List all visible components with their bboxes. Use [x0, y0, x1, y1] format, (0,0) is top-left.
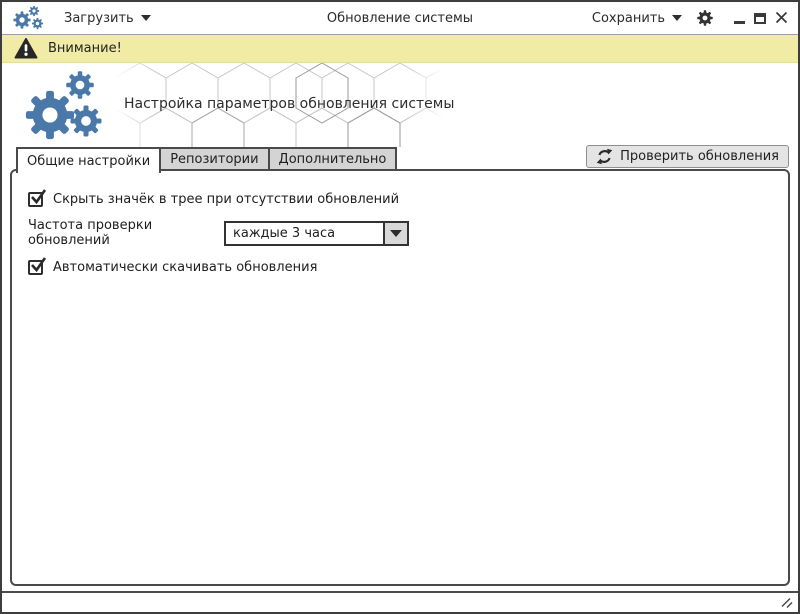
- tabs-row: [2, 147, 798, 171]
- status-bar: [2, 591, 798, 612]
- tab-repositories[interactable]: [159, 147, 269, 169]
- check-updates-label: Проверить обновления: [620, 149, 779, 164]
- tab-additional[interactable]: [268, 147, 398, 169]
- auto-download-label: Автоматически скачивать обновления: [53, 259, 318, 275]
- hide-tray-checkbox[interactable]: [28, 192, 43, 207]
- dropdown-arrow-button[interactable]: [383, 223, 407, 244]
- maximize-button[interactable]: [754, 13, 766, 24]
- auto-download-checkbox[interactable]: [28, 260, 43, 275]
- refresh-icon: [596, 148, 613, 165]
- caret-down-icon: [141, 15, 151, 21]
- warning-triangle-icon: [14, 38, 38, 59]
- save-menu-button[interactable]: [592, 11, 682, 26]
- check-icon: [29, 188, 47, 206]
- load-menu-button[interactable]: [64, 11, 151, 26]
- tab-general-settings[interactable]: [16, 147, 161, 173]
- close-button[interactable]: [775, 9, 788, 28]
- frequency-dropdown[interactable]: [224, 221, 409, 246]
- tab-label: Дополнительно: [278, 151, 387, 167]
- resize-grip[interactable]: [779, 595, 794, 609]
- tab-label: Репозитории: [170, 151, 259, 167]
- minimize-icon: [734, 21, 745, 24]
- gears-illustration-icon: [20, 69, 112, 143]
- titlebar: [2, 2, 798, 35]
- tab-label: Общие настройки: [27, 153, 151, 169]
- window-title: Обновление системы: [326, 10, 474, 26]
- header-banner: [2, 63, 798, 147]
- maximize-icon: [754, 13, 766, 24]
- close-icon: [775, 11, 788, 24]
- settings-panel: [10, 169, 790, 586]
- warning-text: Внимание!: [48, 41, 122, 56]
- caret-down-icon: [672, 15, 682, 21]
- frequency-value: каждые 3 часа: [233, 225, 336, 241]
- frequency-label: Частота проверки обновлений: [28, 218, 153, 248]
- load-menu-label: Загрузить: [64, 10, 134, 26]
- check-updates-button[interactable]: [586, 145, 789, 168]
- save-menu-label: Сохранить: [591, 10, 665, 26]
- check-icon: [29, 256, 47, 274]
- settings-gear-icon[interactable]: [696, 9, 714, 27]
- minimize-button[interactable]: [734, 13, 745, 24]
- header-title: Настройка параметров обновления системы: [124, 96, 455, 112]
- chevron-down-icon: [390, 230, 402, 237]
- hide-tray-label: Скрыть значёк в трее при отсутствии обновлений: [53, 191, 400, 207]
- warning-bar: [2, 35, 798, 63]
- app-logo-gears-icon: [12, 5, 48, 32]
